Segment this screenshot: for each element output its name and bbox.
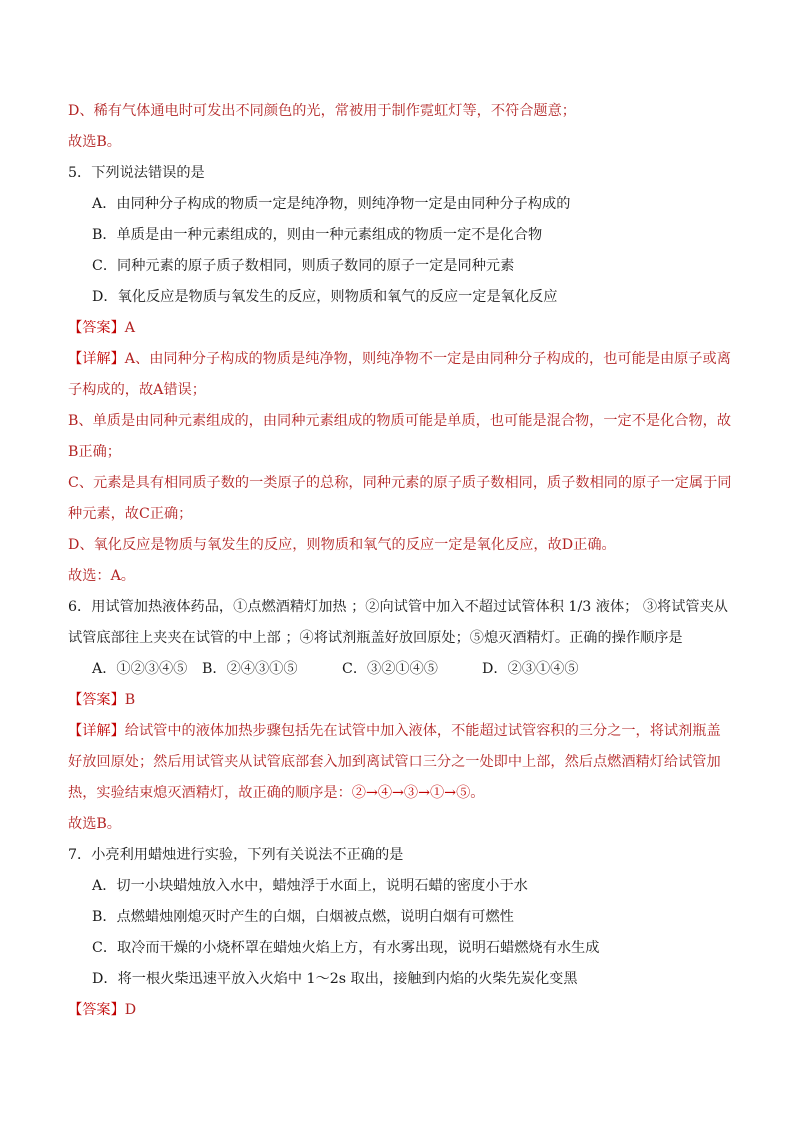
q6-option-d: D．②③①④⑤	[482, 661, 579, 677]
answer-value: B	[124, 692, 136, 708]
answer-tag: 【答案】	[68, 692, 125, 708]
q7-answer	[68, 1000, 728, 1020]
q5-option-d: D．氧化反应是物质与氧发生的反应，则物质和氧气的反应一定是氧化反应	[92, 289, 558, 305]
q5-detail-5: C、元素是具有相同质子数的一类原子的总称，同种元素的原子质子数相同，质子数相同的原子一定属于同	[68, 475, 732, 491]
detail-text: 给试管中的液体加热步骤包括先在试管中加入液体，不能超过试管容积的三分之一，将试剂瓶盖	[124, 723, 721, 739]
answer-tag: 【答案】	[68, 320, 125, 336]
answer-value: D	[124, 1002, 137, 1018]
answer-value: A	[124, 320, 136, 336]
detail-end: 。	[470, 785, 485, 801]
q6-options	[92, 659, 752, 679]
q5-detail-1	[68, 349, 731, 369]
q7-option-c: C．取冷而干燥的小烧杯罩在蜡烛火焰上方，有水雾出现，说明石蜡燃烧有水生成	[92, 940, 600, 956]
q7-option-b: B．点燃蜡烛刚熄灭时产生的白烟，白烟被点燃，说明白烟有可燃性	[92, 909, 514, 925]
q7-stem: 7．小亮利用蜡烛进行实验，下列有关说法不正确的是	[68, 847, 404, 863]
q5-answer	[68, 318, 728, 338]
q5-option-b: B．单质是由一种元素组成的，则由一种元素组成的物质一定不是化合物	[92, 227, 543, 243]
detail-text: A、由同种分子构成的物质是纯净物，则纯净物不一定是由同种分子构成的，也可能是由原子或离	[124, 351, 731, 367]
q5-detail-2: 子构成的，故A错误；	[68, 382, 206, 398]
q6-detail-1	[68, 721, 728, 741]
q6-option-b: B．②④③①⑤	[202, 661, 298, 677]
q5-detail-3: B、单质是由同种元素组成的，由同种元素组成的物质可能是单质，也可能是混合物，一定不是化合物，故	[68, 413, 732, 429]
q5-stem: 5．下列说法错误的是	[68, 165, 205, 181]
q6-stem-1: 6．用试管加热液体药品，①点燃酒精灯加热 ；②向试管中加入不超过试管体积 1/3 液体； ③将试管夹从	[68, 599, 728, 615]
q6-option-c: C．③②①④⑤	[342, 661, 438, 677]
q5-conclusion: 故选：A。	[68, 568, 135, 584]
prev-conclusion: 故选B。	[68, 134, 121, 150]
q6-answer	[68, 690, 728, 710]
q5-detail-6: 种元素，故C正确；	[68, 506, 193, 522]
q6-detail-2: 好放回原处；然后用试管夹从试管底部套入加到离试管口三分之一处即中上部，然后点燃酒精灯给试管加	[68, 754, 721, 770]
answer-tag: 【答案】	[68, 1002, 125, 1018]
detail-tag: 【详解】	[68, 351, 125, 367]
q5-detail-4: B正确；	[68, 444, 121, 460]
correct-order: ②→④→③→①→⑤	[351, 785, 471, 801]
q6-stem-2: 试管底部往上夹夹在试管的中上部 ；④将试剂瓶盖好放回原处；⑤熄灭酒精灯。正确的操作顺序是	[68, 630, 683, 646]
q6-conclusion: 故选B。	[68, 816, 121, 832]
q6-detail-3	[68, 783, 728, 803]
q6-option-a: A．①②③④⑤	[92, 661, 188, 677]
q5-detail-7: D、氧化反应是物质与氧发生的反应，则物质和氧气的反应一定是氧化反应，故D正确。	[68, 537, 616, 553]
detail-text: 热，实验结束熄灭酒精灯，故正确的顺序是：	[68, 785, 352, 801]
q5-option-c: C．同种元素的原子质子数相同，则质子数同的原子一定是同种元素	[92, 258, 515, 274]
q5-option-a: A．由同种分子构成的物质一定是纯净物，则纯净物一定是由同种分子构成的	[92, 196, 571, 212]
q7-option-a: A．切一小块蜡烛放入水中，蜡烛浮于水面上，说明石蜡的密度小于水	[92, 878, 528, 894]
q7-option-d: D．将一根火柴迅速平放入火焰中 1～2s 取出，接触到内焰的火柴先炭化变黑	[92, 971, 578, 987]
prev-detail-d: D、稀有气体通电时可发出不同颜色的光，常被用于制作霓虹灯等，不符合题意；	[68, 103, 576, 119]
detail-tag: 【详解】	[68, 723, 125, 739]
